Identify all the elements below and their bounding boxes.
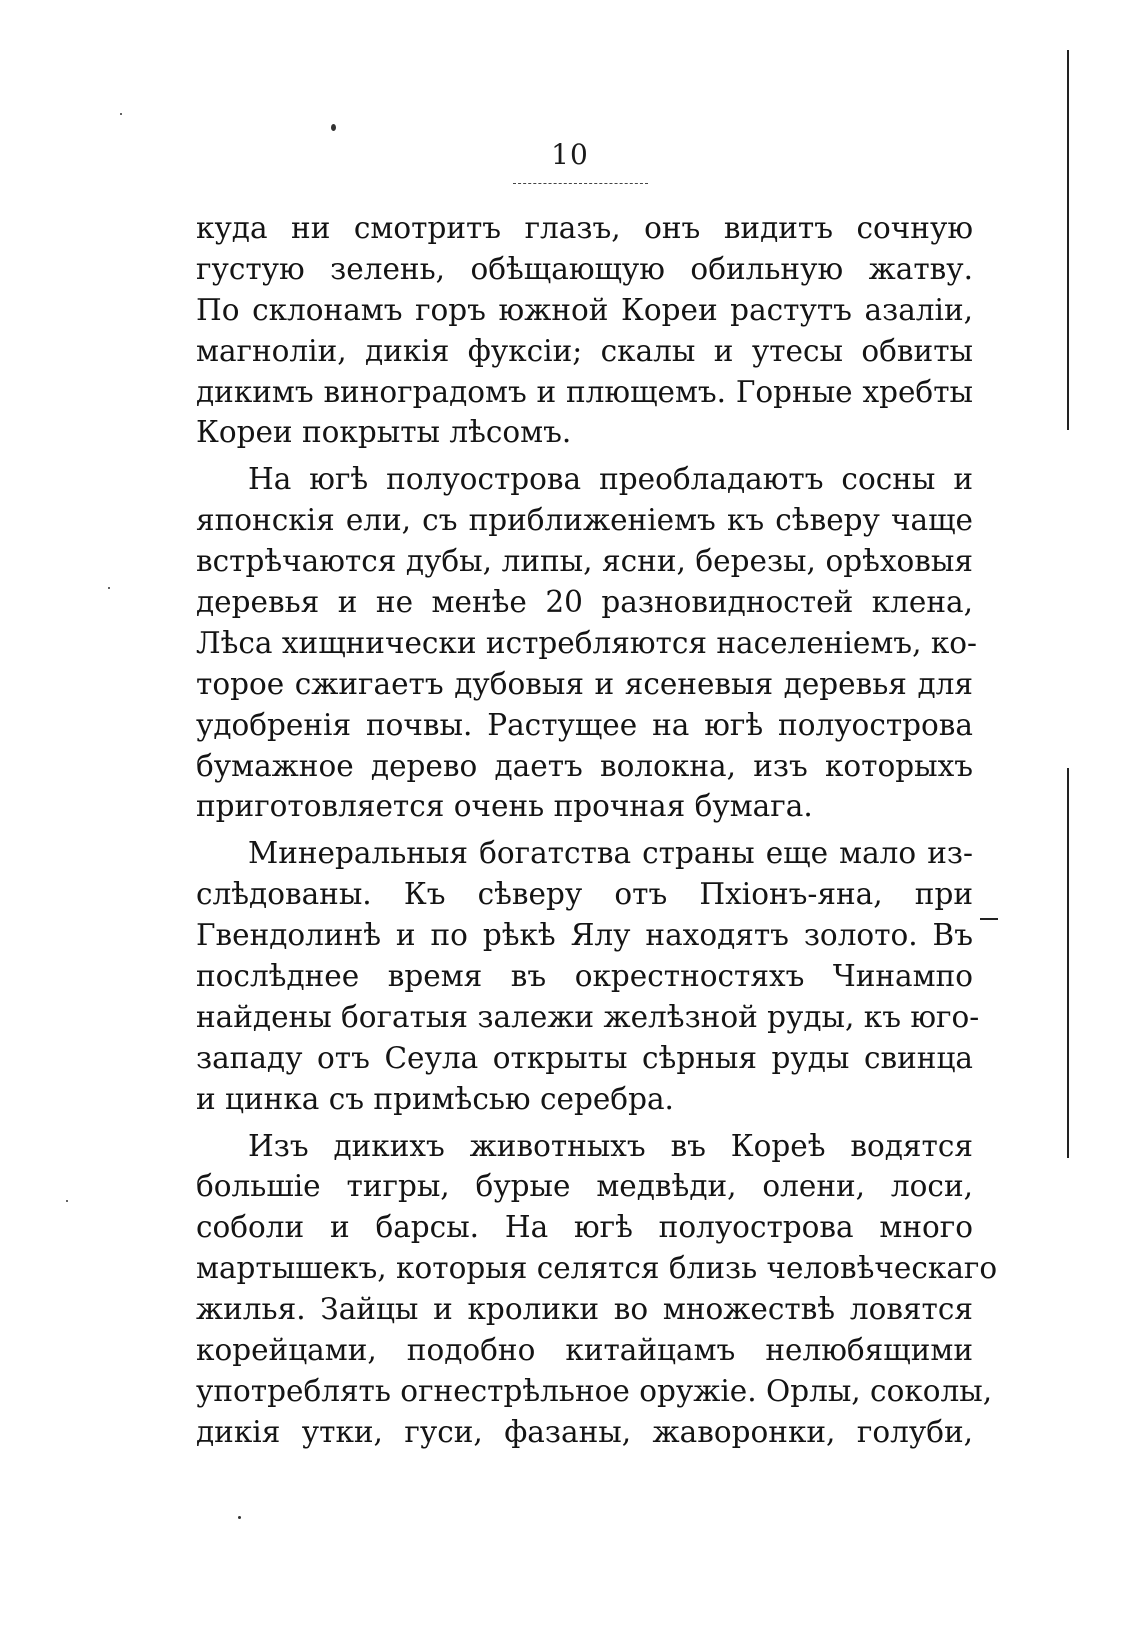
text-line: Минеральныя богатства страны еще мало из- bbox=[248, 836, 973, 871]
text-line: куда ни смотритъ глазъ, онъ видитъ сочную bbox=[196, 211, 973, 245]
text-line: густую зелень, обѣщающую обильную жатву. bbox=[196, 251, 973, 286]
margin-rule-top bbox=[1067, 50, 1069, 430]
text-line: найдены богатыя залежи желѣзной руды, къ юго- bbox=[196, 999, 980, 1034]
speck-mark bbox=[120, 113, 122, 115]
text-line: большіе тигры, бурые медвѣди, олени, лоси, bbox=[196, 1169, 973, 1204]
text-line: Кореи покрыты лѣсомъ. bbox=[196, 415, 572, 450]
text-line: Гвендолинѣ и по рѣкѣ Ялу находятъ золото. Въ bbox=[196, 918, 973, 953]
text-line: приготовляется очень прочная бумага. bbox=[196, 789, 813, 824]
text-line: На югѣ полуострова преобладаютъ сосны и bbox=[248, 462, 973, 497]
body-text bbox=[196, 208, 998, 1453]
speck-mark bbox=[108, 587, 110, 589]
text-line: По склонамъ горъ южной Кореи растутъ азаліи, bbox=[196, 292, 973, 327]
page-number: 10 bbox=[551, 138, 589, 171]
paragraph bbox=[196, 1126, 998, 1453]
speck-mark bbox=[331, 124, 336, 131]
text-line: японскія ели, съ приближеніемъ къ сѣверу чаще bbox=[196, 503, 973, 538]
text-line: жилья. Зайцы и кролики во множествѣ ловятся bbox=[196, 1292, 973, 1327]
page-number-rule bbox=[513, 183, 648, 184]
paragraph bbox=[196, 459, 977, 827]
margin-rule-bottom bbox=[1067, 768, 1069, 1158]
text-line: слѣдованы. Къ сѣверу отъ Пхіонъ-яна, при bbox=[196, 877, 973, 912]
paragraph bbox=[196, 208, 973, 453]
text-line: Изъ дикихъ животныхъ въ Кореѣ водятся bbox=[248, 1128, 973, 1163]
text-line: бумажное дерево даетъ волокна, изъ которыхъ bbox=[196, 748, 973, 783]
text-line: западу отъ Сеула открыты сѣрныя руды свинца bbox=[196, 1040, 973, 1075]
text-line: удобренія почвы. Растущее на югѣ полуострова bbox=[196, 707, 973, 742]
text-line: дикимъ виноградомъ и плющемъ. Горные хребты bbox=[196, 374, 973, 409]
text-line: употреблять огнестрѣльное оружіе. Орлы, соколы, bbox=[196, 1373, 993, 1408]
text-line: корейцами, подобно китайцамъ нелюбящими bbox=[196, 1333, 973, 1368]
text-line: дикія утки, гуси, фазаны, жаворонки, голуби, bbox=[196, 1414, 973, 1449]
text-line: и цинка съ примѣсью серебра. bbox=[196, 1081, 674, 1116]
text-line: торое сжигаетъ дубовыя и ясеневыя деревья для bbox=[196, 666, 973, 701]
speck-mark bbox=[66, 1200, 68, 1202]
text-line: послѣднее время въ окрестностяхъ Чинампо bbox=[196, 959, 973, 994]
text-line: соболи и барсы. На югѣ полуострова много bbox=[196, 1210, 973, 1245]
text-line: мартышекъ, которыя селятся близь человѣческаго bbox=[196, 1251, 998, 1286]
text-line: магноліи, дикія фуксіи; скалы и утесы обвиты bbox=[196, 333, 973, 368]
paragraph bbox=[196, 833, 980, 1119]
text-line: деревья и не менѣе 20 разновидностей клена, bbox=[196, 585, 973, 620]
speck-mark bbox=[238, 1516, 241, 1519]
text-line: Лѣса хищнически истребляются населеніемъ, ко- bbox=[196, 625, 977, 660]
text-line: встрѣчаются дубы, липы, ясни, березы, орѣховыя bbox=[196, 544, 973, 579]
margin-tick bbox=[980, 918, 998, 920]
